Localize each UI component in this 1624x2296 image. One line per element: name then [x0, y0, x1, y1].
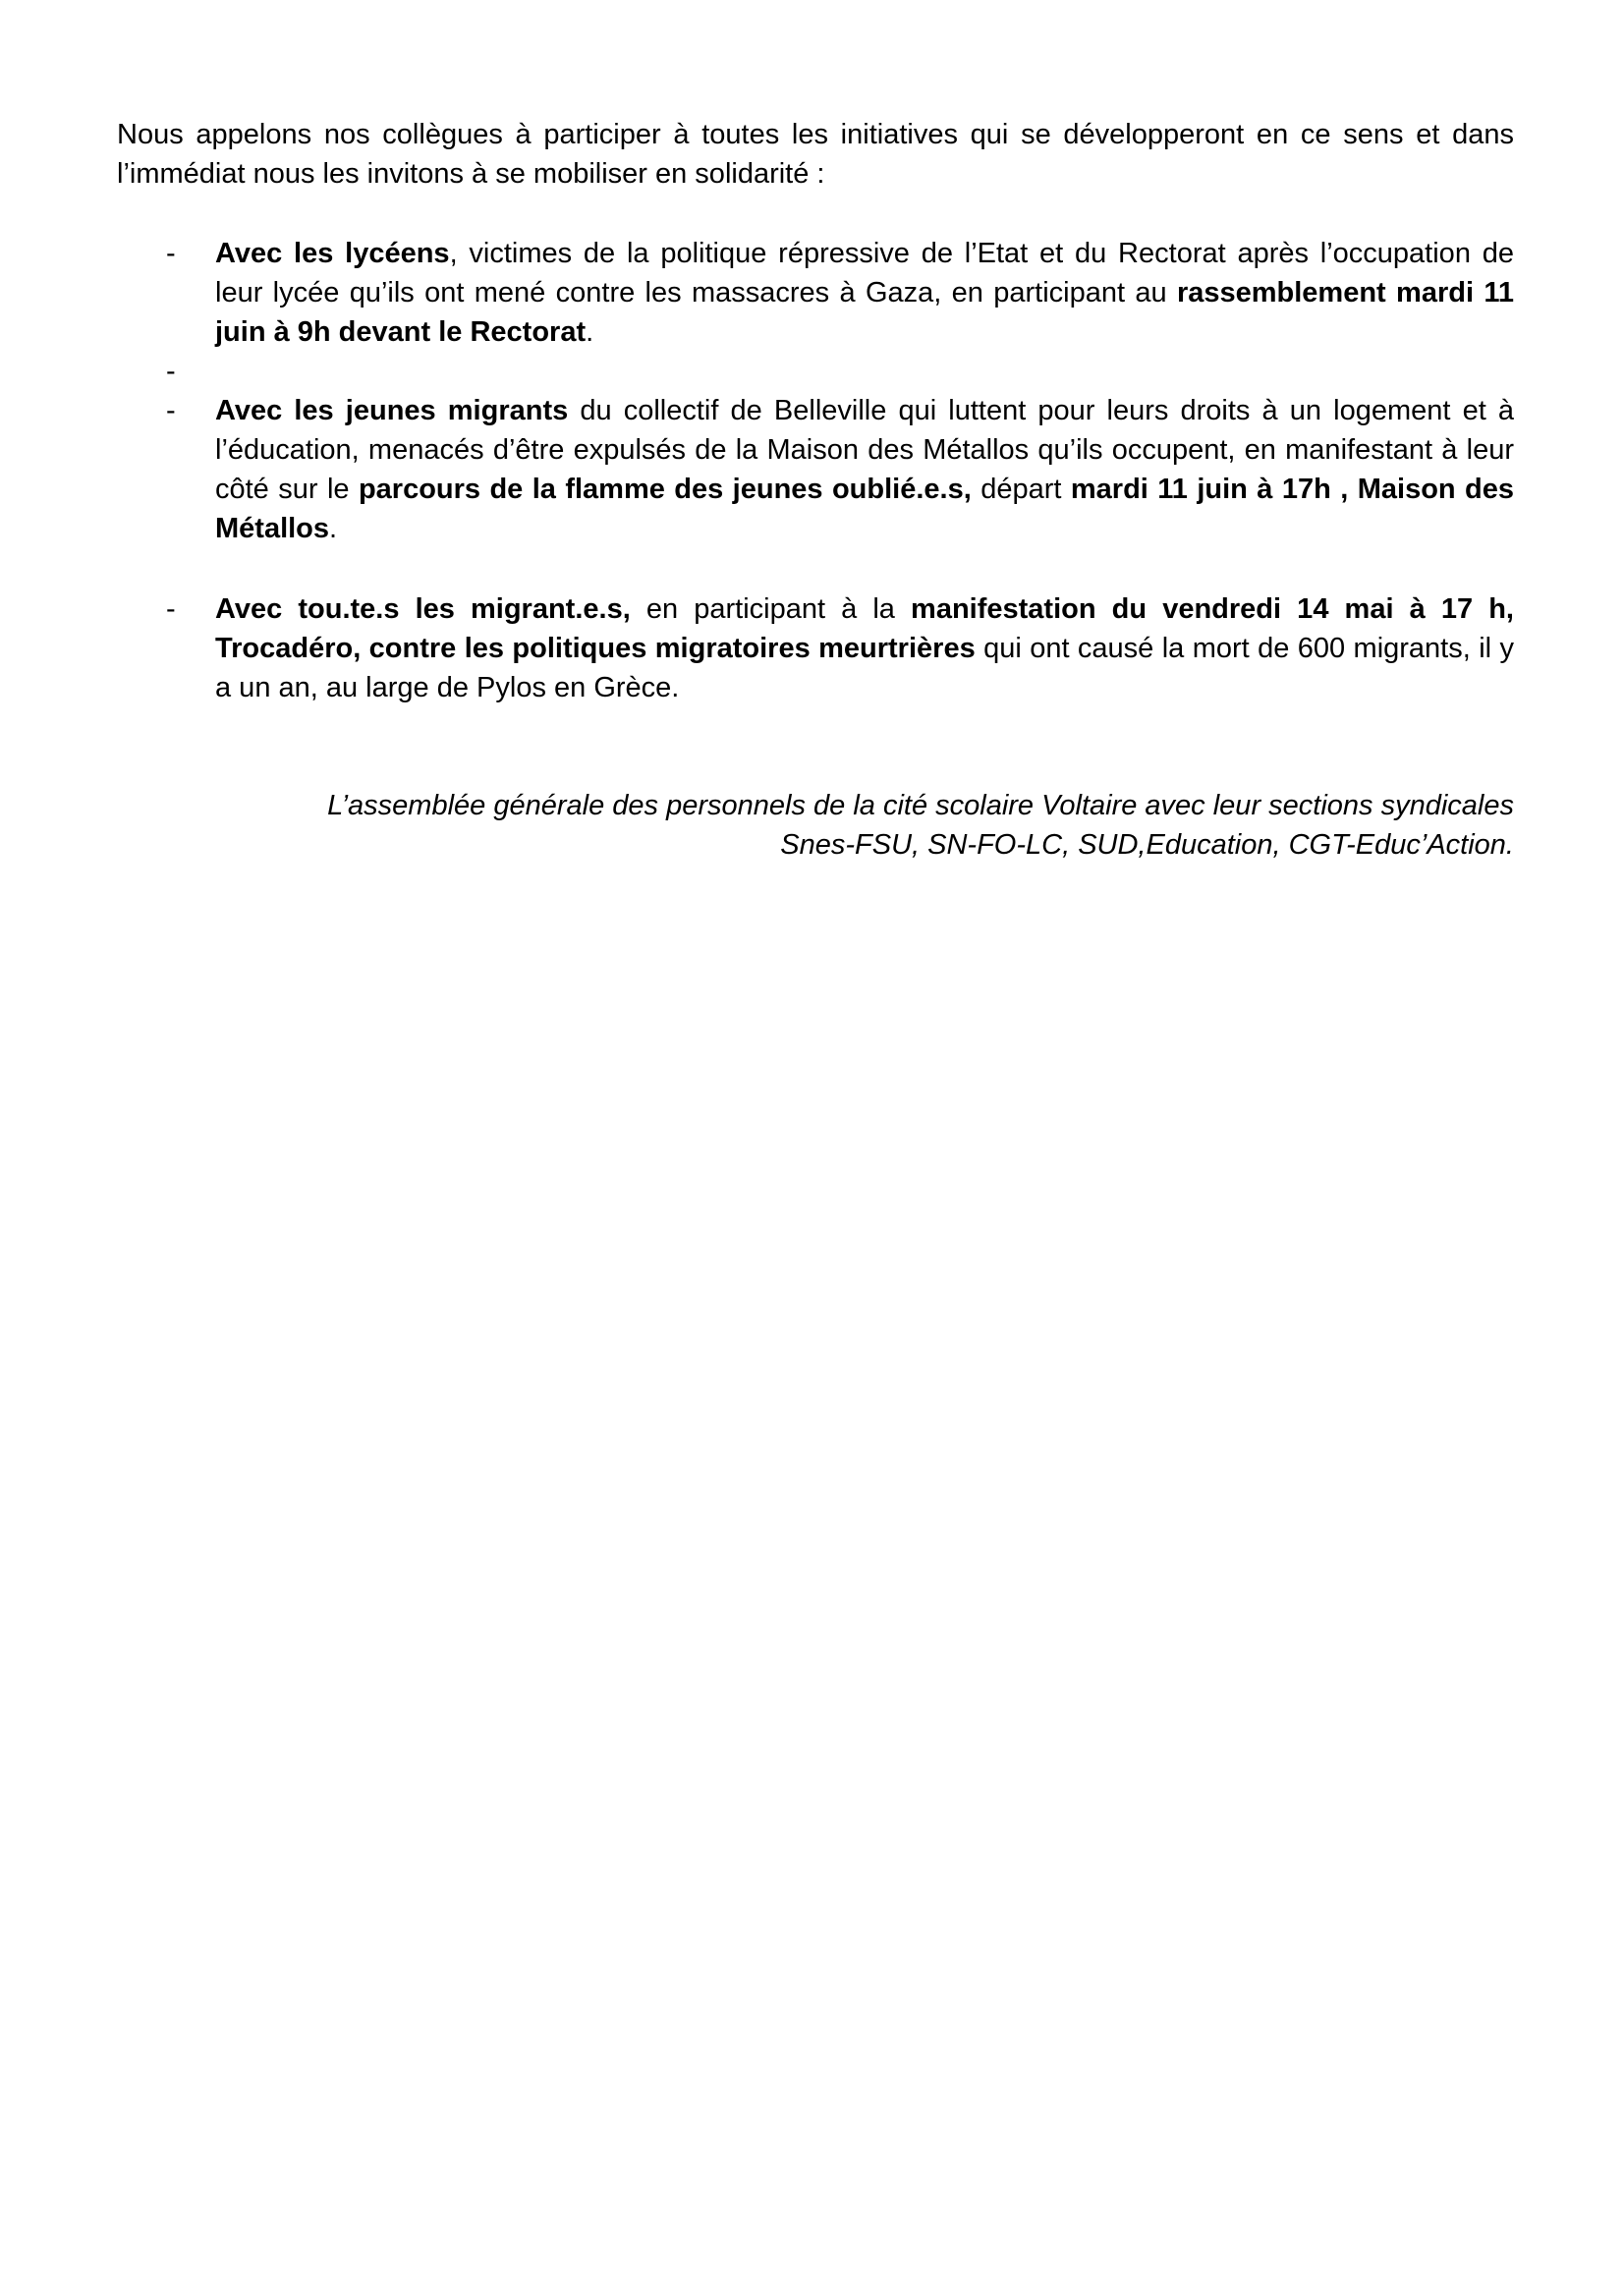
bullet-end: . — [329, 513, 338, 544]
bullet-dash: - — [166, 395, 176, 426]
intro-paragraph — [117, 115, 1514, 194]
bullet-text: , victimes de la politique répressive de l’Etat et du Rectorat après l’occupation de leur lycée qu’ils ont mené contre les massacres à Gaza, en participant au — [215, 238, 1514, 308]
bullet-text: qui ont causé la mort de 600 migrants, il y a un an, au large de Pylos en Grèce. — [215, 633, 1514, 703]
bullet-content — [215, 391, 1514, 548]
bullet-text: départ — [971, 474, 1071, 505]
signature-block — [117, 786, 1514, 865]
bullet-lead: Avec les lycéens — [215, 238, 450, 269]
signature-line-1: L’assemblée générale des personnels de la cité scolaire Voltaire avec leur sections syndicales — [327, 790, 1514, 821]
intro-text: Nous appelons nos collègues à participer à toutes les initiatives qui se développeront en ce sens et dans l’immédiat nous les invitons à se mobiliser en solidarité : — [117, 119, 1514, 190]
bullet-dash: - — [166, 593, 176, 625]
bullet-content — [215, 589, 1514, 707]
signature-line-2: Snes-FSU, SN-FO-LC, SUD,Education, CGT-Educ’Action. — [780, 829, 1514, 861]
bullet-lead: Avec les jeunes migrants — [215, 395, 569, 426]
bullet-lead: Avec tou.te.s les migrant.e.s, — [215, 593, 631, 625]
bullet-text: du collectif de Belleville qui luttent pour leurs droits à un logement et à l’éducation, menacés d’être expulsés de la Maison des Métallos qu’ils occupent, en manifestant à leur côté sur le — [215, 395, 1514, 505]
bullet-dash: - — [166, 238, 176, 269]
bullet-end: . — [586, 316, 594, 348]
bullet-highlight: mardi 11 juin à 17h , Maison des Métallos — [215, 474, 1515, 544]
bullet-content — [215, 234, 1514, 352]
bullet-highlight: rassemblement mardi 11 juin à 9h devant le Rectorat — [215, 277, 1514, 348]
bullet-highlight: parcours de la flamme des jeunes oublié.e.s, — [358, 474, 972, 505]
bullet-dash: - — [166, 356, 176, 387]
bullet-text: en participant à la — [630, 593, 912, 625]
bullet-highlight: manifestation du vendredi 14 mai à 17 h, Trocadéro, contre les politiques migratoires meurtrières — [215, 593, 1514, 664]
